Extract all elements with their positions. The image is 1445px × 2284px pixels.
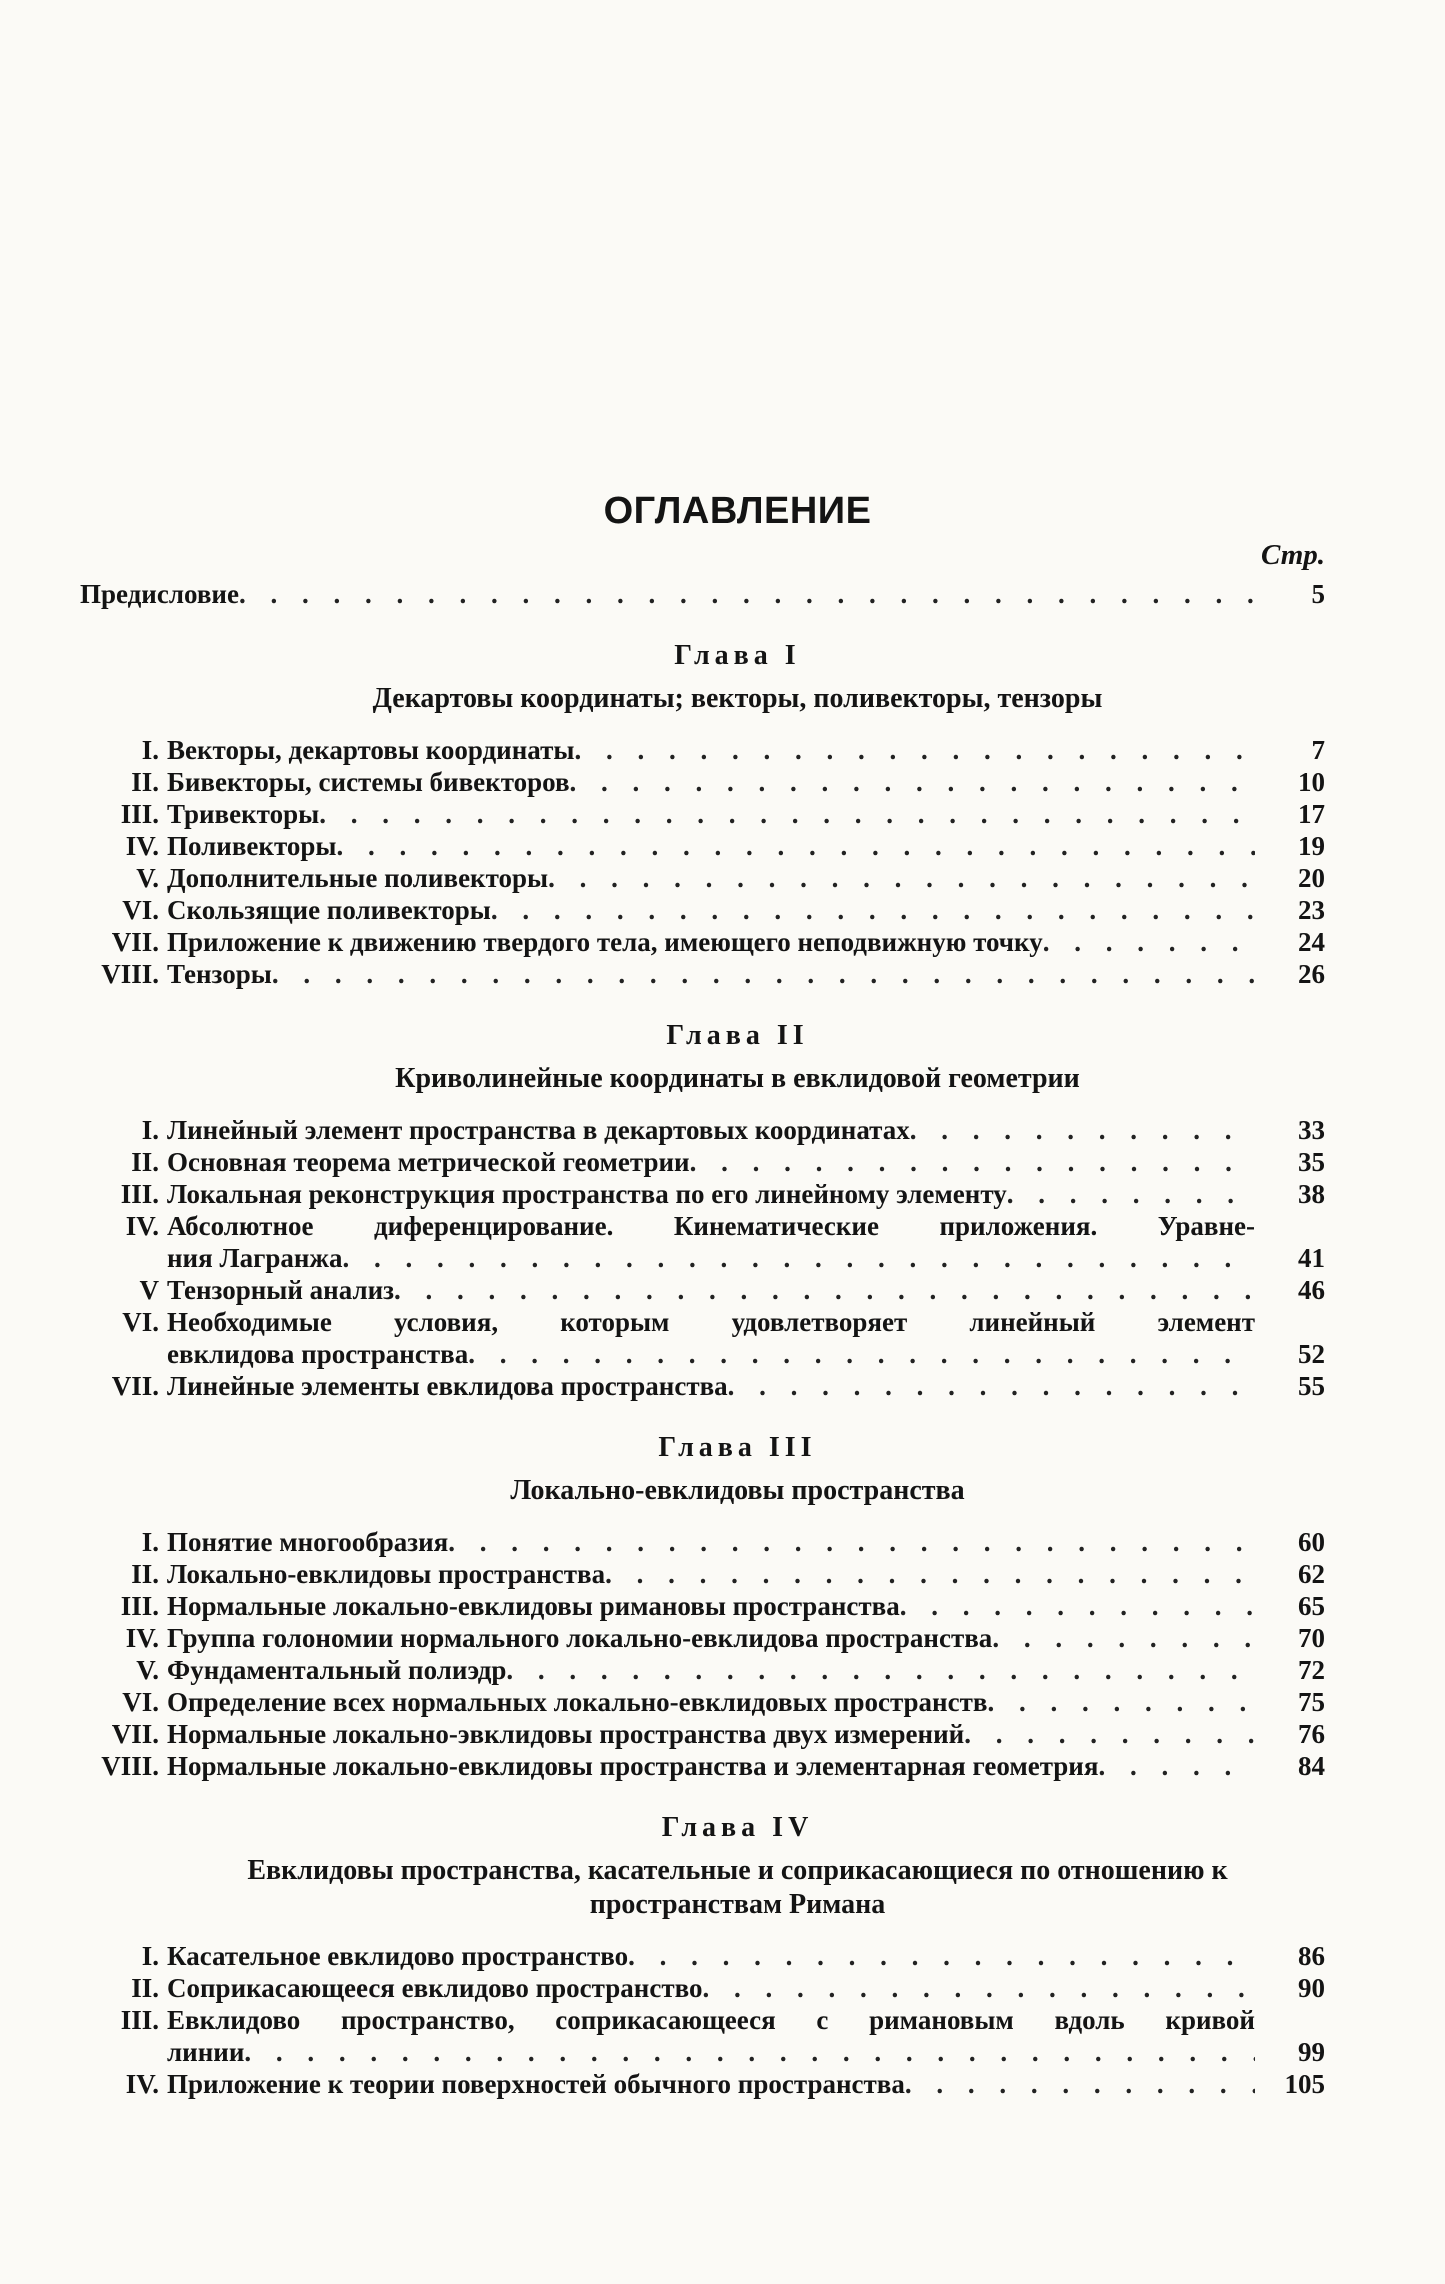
- entry-number: II.: [131, 1559, 159, 1589]
- entry-label: Линейный элемент пространства в декартовых координатах: [167, 1115, 910, 1145]
- leader-dots: [468, 1338, 1255, 1370]
- entry-page: 5: [1311, 579, 1325, 609]
- entry-number: II.: [131, 1973, 159, 2003]
- leader-dots: [1098, 1750, 1255, 1782]
- entry-label: Тривекторы: [167, 799, 320, 829]
- toc-entry[interactable]: [80, 1718, 1325, 1750]
- toc-entry[interactable]: [80, 894, 1325, 926]
- chapter-title: Евклидовы пространства, касательные и соприкасающиеся по отношению к пространствам Римана: [247, 1855, 1228, 1920]
- leader-dots: [244, 2036, 1255, 2068]
- leader-dots: [343, 1242, 1256, 1274]
- chapter-heading: Глава IV: [661, 1812, 814, 1843]
- entry-number: III.: [120, 799, 159, 829]
- toc-entry[interactable]: [80, 2036, 1325, 2068]
- entry-page: 70: [1298, 1623, 1325, 1653]
- toc-entry[interactable]: [80, 1686, 1325, 1718]
- leader-dots: [964, 1718, 1255, 1750]
- toc-entry[interactable]: [80, 926, 1325, 958]
- leader-dots: [570, 766, 1255, 798]
- entry-label: линии: [167, 2037, 245, 2067]
- leader-dots: [319, 798, 1255, 830]
- entry-page: 99: [1298, 2037, 1325, 2067]
- leader-dots: [900, 1590, 1255, 1622]
- entry-page: 55: [1298, 1371, 1325, 1401]
- entry-label-first: Абсолютное диференцирование. Кинематические приложения. Уравне-: [167, 1211, 1255, 1241]
- entry-label: Определение всех нормальных локально-евклидовых пространств: [167, 1687, 988, 1717]
- toc-entry[interactable]: [80, 1750, 1325, 1782]
- entry-number: V.: [136, 863, 159, 893]
- entry-number: IV.: [125, 1211, 159, 1241]
- toc-entry[interactable]: [80, 1526, 1325, 1558]
- chapter-title: Локально-евклидовы пространства: [510, 1475, 965, 1506]
- entry-label-first: Необходимые условия, которым удовлетворяет линейный элемент: [167, 1307, 1255, 1337]
- entry-label: Бивекторы, системы бивекторов: [167, 767, 570, 797]
- chapters-list: [80, 640, 1325, 2100]
- toc-entry-foreword[interactable]: [80, 578, 1325, 610]
- entry-page: 38: [1298, 1179, 1325, 1209]
- entry-page: 35: [1298, 1147, 1325, 1177]
- entry-number: VI.: [122, 895, 159, 925]
- chapter-heading: Глава I: [674, 640, 801, 671]
- entry-page: 105: [1284, 2069, 1325, 2099]
- entry-number: VI.: [122, 1307, 159, 1337]
- toc-entry[interactable]: [80, 1590, 1325, 1622]
- entry-number: VII.: [111, 1371, 159, 1401]
- entry-number: V: [139, 1275, 159, 1305]
- entry-label: Группа голономии нормального локально-евклидова пространства: [167, 1623, 993, 1653]
- entry-page: 62: [1298, 1559, 1325, 1589]
- toc-entry[interactable]: [80, 862, 1325, 894]
- toc-entry[interactable]: [80, 1622, 1325, 1654]
- leader-dots: [394, 1274, 1255, 1306]
- entry-page: 19: [1298, 831, 1325, 861]
- entry-label: Локально-евклидовы пространства: [167, 1559, 606, 1589]
- entry-label: Понятие многообразия: [167, 1527, 449, 1557]
- entry-number: I.: [141, 1941, 159, 1971]
- toc-entry[interactable]: [80, 1338, 1325, 1370]
- entry-label: Предисловие: [80, 579, 239, 609]
- entry-label: ния Лагранжа: [167, 1243, 343, 1273]
- toc-title: ОГЛАВЛЕНИЕ: [603, 490, 872, 532]
- entry-page: 90: [1298, 1973, 1325, 2003]
- toc-entry[interactable]: [80, 734, 1325, 766]
- leader-dots: [506, 1654, 1255, 1686]
- entry-page: 23: [1298, 895, 1325, 925]
- entry-label: Приложение к движению твердого тела, имеющего неподвижную точку: [167, 927, 1043, 957]
- leader-dots: [548, 862, 1255, 894]
- entry-number: IV.: [125, 831, 159, 861]
- chapter-title: Декартовы координаты; векторы, поливекторы, тензоры: [372, 683, 1103, 714]
- entry-number: I.: [141, 1115, 159, 1145]
- entry-page: 26: [1298, 959, 1325, 989]
- leader-dots: [690, 1146, 1255, 1178]
- entry-label: Скользящие поливекторы: [167, 895, 491, 925]
- entry-label: евклидова пространства: [167, 1339, 469, 1369]
- entry-number: II.: [131, 767, 159, 797]
- entry-number: I.: [141, 735, 159, 765]
- toc-entry[interactable]: [80, 1654, 1325, 1686]
- leader-dots: [1007, 1178, 1255, 1210]
- leader-dots: [628, 1940, 1255, 1972]
- chapter-title: Криволинейные координаты в евклидовой геометрии: [395, 1063, 1080, 1094]
- entry-number: III.: [120, 1591, 159, 1621]
- entry-page: 72: [1298, 1655, 1325, 1685]
- entry-number: VIII.: [101, 959, 159, 989]
- toc-entry[interactable]: [80, 1972, 1325, 2004]
- entry-page: 7: [1311, 735, 1325, 765]
- toc-entry[interactable]: [80, 1274, 1325, 1306]
- entry-page: 65: [1298, 1591, 1325, 1621]
- leader-dots: [905, 2068, 1255, 2100]
- entry-page: 10: [1298, 767, 1325, 797]
- entry-number: VI.: [122, 1687, 159, 1717]
- entry-label: Фундаментальный полиэдр: [167, 1655, 507, 1685]
- entry-label-first: Евклидово пространство, соприкасающееся с римановым вдоль кривой: [167, 2005, 1255, 2035]
- toc-entry[interactable]: [80, 1178, 1325, 1210]
- entry-page: 76: [1298, 1719, 1325, 1749]
- toc-entry[interactable]: [80, 2068, 1325, 2100]
- toc-entry-first-line[interactable]: [80, 1306, 1325, 1338]
- entry-page: 84: [1298, 1751, 1325, 1781]
- entry-number: VII.: [111, 1719, 159, 1749]
- leader-dots: [702, 1972, 1255, 2004]
- entry-number: VIII.: [101, 1751, 159, 1781]
- leader-dots: [987, 1686, 1255, 1718]
- entry-page: 60: [1298, 1527, 1325, 1557]
- chapter-heading: Глава II: [666, 1020, 809, 1051]
- leader-dots: [239, 578, 1255, 610]
- entry-label: Основная теорема метрической геометрии: [167, 1147, 690, 1177]
- entry-page: 33: [1298, 1115, 1325, 1145]
- entry-number: IV.: [125, 2069, 159, 2099]
- entry-label: Нормальные локально-эвклидовы пространства двух измерений: [167, 1719, 965, 1749]
- toc-entry[interactable]: [80, 1558, 1325, 1590]
- entry-page: 52: [1298, 1339, 1325, 1369]
- toc-entry[interactable]: [80, 958, 1325, 990]
- leader-dots: [910, 1114, 1255, 1146]
- entry-label: Касательное евклидово пространство: [167, 1941, 629, 1971]
- entry-label: Локальная реконструкция пространства по его линейному элементу: [167, 1179, 1007, 1209]
- toc-entry-first-line[interactable]: [80, 2004, 1325, 2036]
- entry-page: 86: [1298, 1941, 1325, 1971]
- toc-entry[interactable]: [80, 1370, 1325, 1402]
- entry-label: Тензоры: [167, 959, 272, 989]
- leader-dots: [605, 1558, 1255, 1590]
- entry-label: Векторы, декартовы координаты: [167, 735, 575, 765]
- leader-dots: [728, 1370, 1255, 1402]
- leader-dots: [491, 894, 1255, 926]
- entry-number: VII.: [111, 927, 159, 957]
- leader-dots: [1043, 926, 1255, 958]
- page-column-header: Стр.: [1260, 539, 1325, 571]
- entry-number: III.: [120, 1179, 159, 1209]
- entry-label: Соприкасающееся евклидово пространство: [167, 1973, 703, 2003]
- entry-page: 75: [1298, 1687, 1325, 1717]
- entry-number: V.: [136, 1655, 159, 1685]
- toc-entry[interactable]: [80, 766, 1325, 798]
- entry-number: II.: [131, 1147, 159, 1177]
- toc-entry[interactable]: [80, 1146, 1325, 1178]
- table-of-contents: [80, 490, 1325, 2100]
- entry-page: 46: [1298, 1275, 1325, 1305]
- leader-dots: [448, 1526, 1255, 1558]
- entry-label: Дополнительные поливекторы: [167, 863, 549, 893]
- entry-page: 20: [1298, 863, 1325, 893]
- leader-dots: [336, 830, 1255, 862]
- toc-entry[interactable]: [80, 830, 1325, 862]
- toc-entry[interactable]: [80, 1940, 1325, 1972]
- entry-label: Поливекторы: [167, 831, 337, 861]
- entry-label: Тензорный анализ: [167, 1275, 395, 1305]
- chapter-heading: Глава III: [658, 1432, 817, 1463]
- entry-number: I.: [141, 1527, 159, 1557]
- toc-entry[interactable]: [80, 1114, 1325, 1146]
- entry-page: 41: [1298, 1243, 1325, 1273]
- toc-entry-first-line[interactable]: [80, 1210, 1325, 1242]
- toc-entry[interactable]: [80, 1242, 1325, 1274]
- entry-label: Нормальные локально-евклидовы римановы пространства: [167, 1591, 900, 1621]
- entry-label: Приложение к теории поверхностей обычного пространства: [167, 2069, 905, 2099]
- leader-dots: [272, 958, 1255, 990]
- entry-label: Нормальные локально-евклидовы пространства и элементарная геометрия: [167, 1751, 1099, 1781]
- entry-label: Линейные элементы евклидова пространства: [167, 1371, 728, 1401]
- leader-dots: [574, 734, 1255, 766]
- entry-page: 24: [1298, 927, 1325, 957]
- entry-number: III.: [120, 2005, 159, 2035]
- toc-entry[interactable]: [80, 798, 1325, 830]
- leader-dots: [992, 1622, 1255, 1654]
- entry-number: IV.: [125, 1623, 159, 1653]
- entry-page: 17: [1298, 799, 1325, 829]
